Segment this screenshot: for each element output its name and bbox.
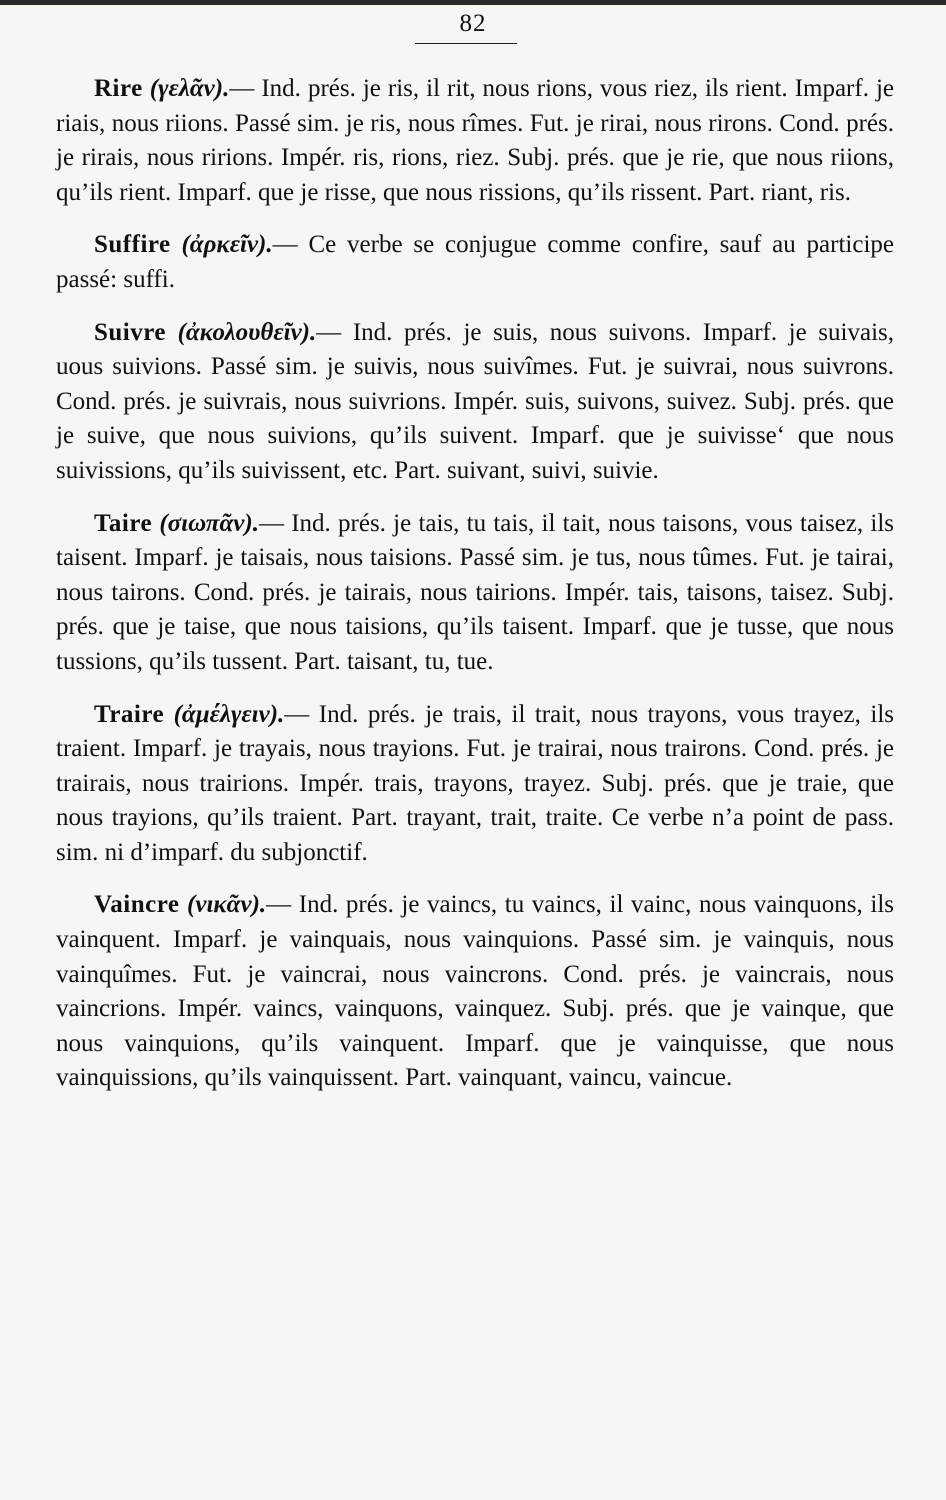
entry-verb: Vaincre [94, 891, 180, 919]
entry-greek-equivalent: (γελᾶν). [149, 75, 230, 102]
entry-suffire [56, 228, 894, 297]
entry-dash: — [266, 891, 292, 919]
entry-rire [56, 72, 894, 210]
entry-dash: — [272, 231, 298, 259]
entry-conjugation: Ind. prés. je trais, il trait, nous trayons, vous trayez, ils traient. Imparf. je trayais, nous trayions. Fut. je trairai, nous trairons. Cond. prés. je trairais, nous trairions. Impér. trais, trayons, trayez. Subj. prés. que je traie, que nous trayions, qu’ils traient. Part. trayant, trait, traite. Ce verbe n’a point de pass. sim. ni d’imparf. du subjonctif. [56, 700, 895, 866]
entry-greek-equivalent: (ἀκολουθεῖν). [177, 318, 317, 346]
entry-verb: Suffire [94, 231, 171, 259]
entry-suivre [56, 316, 894, 489]
entry-dash: — [229, 75, 255, 102]
entry-verb: Suivre [94, 318, 166, 346]
entry-vaincre [56, 888, 894, 1096]
entry-traire [56, 698, 894, 871]
entry-conjugation: Ind. prés. je vaincs, tu vaincs, il vainc, nous vainquons, ils vainquent. Imparf. je vainquais, nous vainquions. Passé sim. je vainquis, nous vainquîmes. Fut. je vaincrai, nous vaincrons. Cond. prés. je vaincrais, nous vaincrions. Impér. vaincs, vainquons, vainquez. Subj. prés. que je vainque, que nous vainquions, qu’ils vainquent. Imparf. que je vainquisse, que nous vainquissions, qu’ils vainquissent. Part. vainquant, vaincu, vaincue. [56, 891, 894, 1092]
entry-conjugation: Ind. prés. je tais, tu tais, il tait, nous taisons, vous taisez, ils taisent. Imparf. je taisais, nous taisions. Passé sim. je tus, nous tûmes. Fut. je tairai, nous tairons. Cond. prés. je tairais, nous tairions. Impér. tais, taisons, taisez. Subj. prés. que je taise, que nous taisions, qu’ils taisent. Imparf. que je tusse, que nous tussions, qu’ils tussent. Part. taisant, tu, tue. [56, 509, 895, 675]
entry-dash: — [258, 509, 284, 537]
entry-greek-equivalent: (ἀρκεῖν). [181, 231, 273, 259]
entry-greek-equivalent: (νικᾶν). [187, 891, 267, 919]
entry-conjugation: Ind. prés. je suis, nous suivons. Imparf. je suivais, uous suivions. Passé sim. je suivis, nous suivîmes. Fut. je suivrai, nous suivrons. Cond. prés. je suivrais, nous suivrions. Impér. suis, suivons, suivez. Subj. prés. que je suive, que nous suivions, qu’ils suivent. Imparf. que je suivisse‘ que nous suivissions, qu’ils suivissent, etc. Part. suivant, suivi, suivie. [56, 318, 895, 484]
entry-dash: — [316, 318, 342, 346]
entry-conjugation: Ind. prés. je ris, il rit, nous rions, vous riez, ils rient. Imparf. je riais, nous riions. Passé sim. je ris, nous rîmes. Fut. je rirai, nous rirons. Cond. prés. je rirais, nous ririons. Impér. ris, rions, riez. Subj. prés. que je rie, que nous riions, qu’ils rient. Imparf. que je risse, que nous rissions, qu’ils rissent. Part. riant, ris. [56, 75, 895, 206]
entry-greek-equivalent: (σιωπᾶν). [159, 509, 259, 537]
entry-verb: Taire [94, 509, 153, 537]
entry-conjugation: Ce verbe se conjugue comme confire, sauf au participe passé: suffi. [56, 231, 894, 293]
page-content [56, 72, 894, 1114]
entry-verb: Rire [94, 75, 143, 102]
page-top-edge [0, 0, 946, 5]
entry-dash: — [284, 700, 310, 728]
entry-verb: Traire [94, 700, 165, 728]
page-number: 82 [459, 10, 487, 37]
entry-greek-equivalent: (ἀμέλγειν). [173, 700, 285, 728]
page-number-rule [415, 43, 517, 44]
entry-taire [56, 507, 894, 680]
